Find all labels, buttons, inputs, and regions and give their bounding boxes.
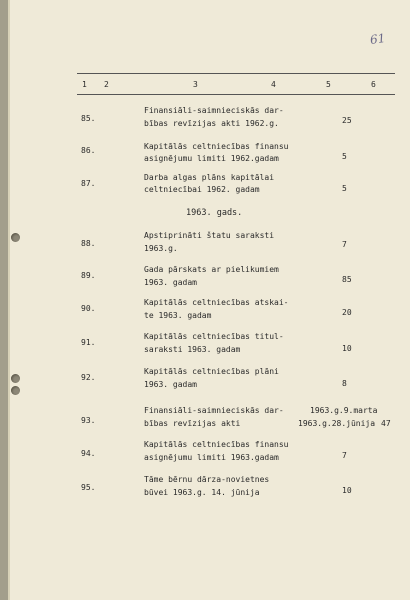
- row-number: 87.: [81, 179, 96, 188]
- row-description-line2: saraksti 1963. gadam: [144, 345, 241, 354]
- row-page-count: 7: [342, 240, 347, 249]
- row-number: 85.: [81, 114, 96, 123]
- row-page-count: 10: [342, 344, 352, 353]
- row-description-line1: Finansiāli-saimnieciskās dar-: [144, 106, 284, 115]
- row-page-count: 8: [342, 379, 347, 388]
- punch-hole: [11, 386, 20, 395]
- row-description-line2: asignējumu limiti 1962.gadam: [144, 154, 279, 163]
- row-description-line1: Gada pārskats ar pielikumiem: [144, 265, 279, 274]
- column-header-4: 4: [271, 80, 276, 89]
- column-header-3: 3: [193, 80, 198, 89]
- row-page-count: 47: [381, 419, 391, 428]
- row-number: 90.: [81, 304, 96, 313]
- row-description-line2: 1963. gadam: [144, 380, 197, 389]
- row-description-line1: Apstiprināti štatu saraksti: [144, 231, 275, 240]
- row-number: 91.: [81, 338, 96, 347]
- row-page-count: 85: [342, 275, 352, 284]
- row-number: 88.: [81, 239, 96, 248]
- page-number: 61: [369, 31, 387, 47]
- row-description-line2: bības revīzijas akti 1962.g.: [144, 119, 279, 128]
- row-number: 94.: [81, 449, 96, 458]
- row-description-line2: te 1963. gadam: [144, 311, 212, 320]
- row-page-count: 7: [342, 451, 347, 460]
- header-rule-top: [77, 73, 395, 74]
- row-page-count: 5: [342, 152, 347, 161]
- row-description-line2: būvei 1963.g. 14. jūnija: [144, 488, 260, 497]
- header-rule-bottom: [77, 94, 395, 95]
- row-description-line2: 1963.g.: [144, 244, 178, 253]
- row-description-line1: Darba algas plāns kapitālai: [144, 173, 275, 182]
- binding-edge: [0, 0, 8, 600]
- row-description-line2: 1963. gadam: [144, 278, 197, 287]
- row-page-count: 25: [342, 116, 352, 125]
- row-date-end: 1963.g.28.jūnija: [298, 419, 376, 428]
- row-number: 86.: [81, 146, 96, 155]
- column-header-5: 5: [326, 80, 331, 89]
- row-number: 92.: [81, 373, 96, 382]
- section-label: 1963. gads.: [186, 208, 243, 218]
- row-description-line1: Finansiāli-saimnieciskās dar-: [144, 406, 284, 415]
- column-header-6: 6: [371, 80, 376, 89]
- row-description-line2: celtniecībai 1962. gadam: [144, 185, 260, 194]
- row-description-line1: Kapitālās celtniecības titul-: [144, 332, 284, 341]
- row-description-line1: Kapitālās celtniecības finansu: [144, 440, 289, 449]
- row-page-count: 5: [342, 184, 347, 193]
- row-description-line1: Tāme bērnu dārza-novietnes: [144, 475, 270, 484]
- row-description-line2: asignējumu limiti 1963.gadam: [144, 453, 279, 462]
- punch-hole: [11, 374, 20, 383]
- row-description-line1: Kapitālās celtniecības finansu: [144, 142, 289, 151]
- column-header-1: 1: [82, 80, 87, 89]
- row-page-count: 10: [342, 486, 352, 495]
- row-number: 93.: [81, 416, 96, 425]
- row-description-line1: Kapitālās celtniecības plāni: [144, 367, 279, 376]
- column-header-2: 2: [104, 80, 109, 89]
- row-date-start: 1963.g.9.marta: [310, 406, 378, 415]
- row-number: 95.: [81, 483, 96, 492]
- row-number: 89.: [81, 271, 96, 280]
- punch-hole: [11, 233, 20, 242]
- row-description-line1: Kapitālās celtniecības atskai-: [144, 298, 289, 307]
- row-page-count: 20: [342, 308, 352, 317]
- row-description-line2: bības revīzijas akti: [144, 419, 241, 428]
